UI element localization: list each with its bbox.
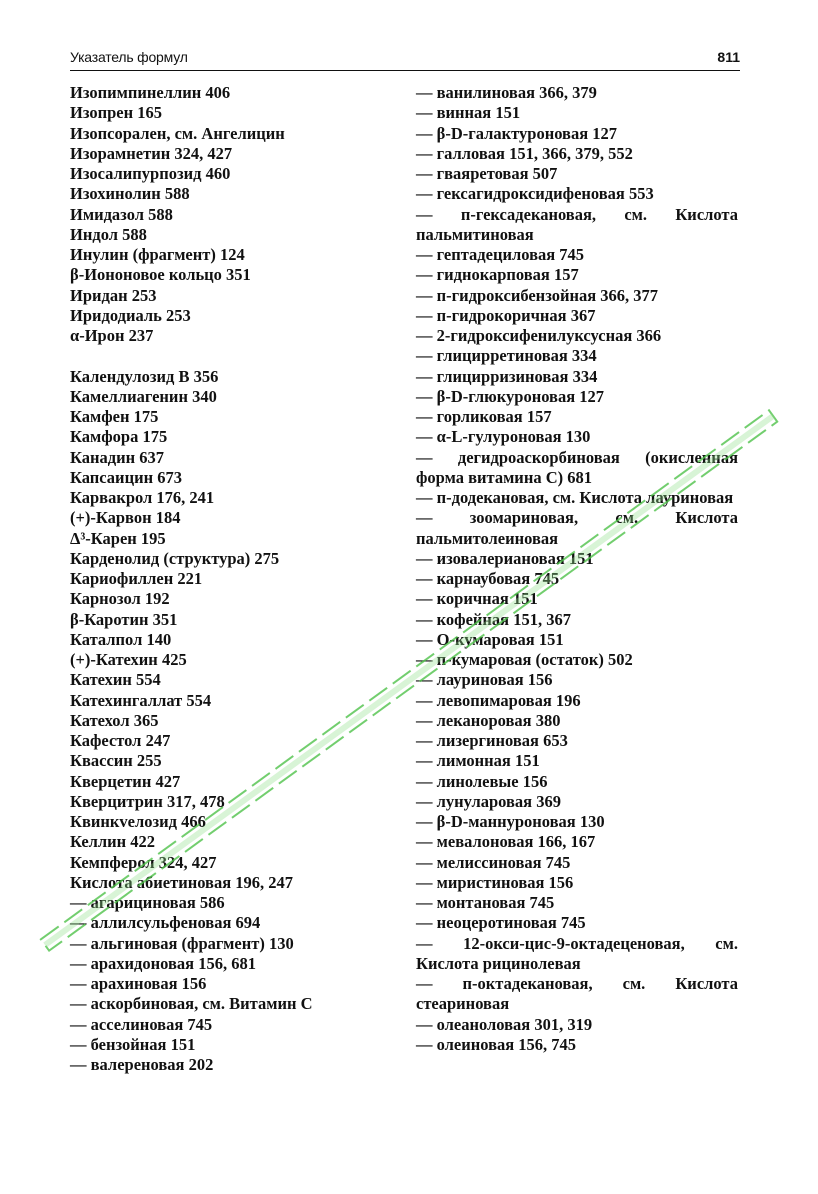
index-entry: — мелиссиновая 745: [416, 852, 571, 872]
index-entry: Карнозол 192: [70, 589, 170, 609]
index-entry: Кафестол 247: [70, 731, 171, 750]
index-entry: — олеиновая 156, 745: [416, 1034, 577, 1054]
index-entry: Камфен 175: [70, 407, 159, 426]
index-entry: — лунуларовая 369: [416, 791, 561, 811]
index-entry: — арахидоновая 156, 681: [70, 953, 256, 973]
index-entry: — глицирризиновая 334: [416, 366, 598, 386]
index-entry: Изопрен 165: [70, 103, 163, 123]
index-entry: — глицирретиновая 334: [416, 346, 597, 366]
index-entry: Каталпол 140: [70, 629, 172, 649]
index-entry: — 2-гидроксифенилуксусная 366: [416, 326, 662, 345]
index-entry: — мевалоновая 166, 167: [416, 832, 596, 852]
index-entry: — леканоровая 380: [416, 710, 561, 730]
index-entry: Изохинолин 588: [70, 184, 190, 204]
index-entry: Индол 588: [70, 224, 147, 244]
index-entry: Квинкvелозид 466: [70, 812, 206, 831]
index-entry: — лауриновая 156: [416, 670, 553, 690]
index-entry: Катехингаллат 554: [70, 690, 212, 710]
index-entry: — лизергиновая 653: [416, 731, 568, 750]
index-entry: Имидазол 588: [70, 204, 173, 224]
index-entry: — гептадециловая 745: [416, 245, 585, 264]
index-entry: — гексагидроксидифеновая 553: [416, 184, 654, 204]
index-entry: — α-L-гулуроновая 130: [416, 427, 591, 447]
index-entry: — β-D-галактуроновая 127: [416, 123, 617, 143]
index-entry: Камфора 175: [70, 427, 168, 447]
index-entry: — п-гидрокоричная 367: [416, 305, 596, 325]
index-entry: Кариофиллен 221: [70, 569, 203, 588]
index-entry: Карденолид (структура) 275: [70, 548, 280, 568]
index-entry: — зоомариновая, см. Кислота пальмитолеиновая: [416, 508, 738, 548]
index-entry: — левопимаровая 196: [416, 690, 581, 710]
index-entry: — линолевые 156: [416, 771, 548, 791]
index-entry: Δ³-Карен 195: [70, 528, 166, 548]
index-entry: Кислота абиетиновая 196, 247: [70, 872, 294, 892]
index-entry: α-Ирон 237: [70, 326, 154, 345]
index-entry: — аскорбиновая, см. Витамин С: [70, 994, 313, 1014]
index-entry: — гваяретовая 507: [416, 164, 558, 183]
index-entry: Катехин 554: [70, 670, 161, 690]
index-entry: — О-кумаровая 151: [416, 629, 564, 649]
index-entry: Канадин 637: [70, 447, 164, 467]
index-entry: (+)-Карвон 184: [70, 508, 181, 528]
index-entry: — галловая 151, 366, 379, 552: [416, 143, 633, 163]
index-entry: — кофейная 151, 367: [416, 609, 571, 629]
index-entry: Камеллиагенин 340: [70, 386, 217, 406]
index-entry: — β-D-маннуроновая 130: [416, 812, 605, 831]
index-entry: — агарициновая 586: [70, 893, 225, 912]
index-entry: Изопсорален, см. Ангелицин: [70, 123, 285, 143]
index-entry: — валереновая 202: [70, 1055, 214, 1074]
index-column-right: [416, 83, 738, 1055]
index-entry: — олеаноловая 301, 319: [416, 1014, 593, 1034]
index-entry: Катехол 365: [70, 710, 159, 730]
index-entry: — горликовая 157: [416, 407, 552, 426]
index-entry: Иридодиаль 253: [70, 305, 191, 325]
index-entry: — винная 151: [416, 103, 521, 123]
section-gap: [70, 346, 400, 366]
index-entry: — альгиновая (фрагмент) 130: [70, 933, 294, 953]
index-entry: Капсаицин 673: [70, 467, 182, 487]
index-entry: — лимонная 151: [416, 751, 540, 771]
index-entry: — β-D-глюкуроновая 127: [416, 386, 605, 406]
index-entry: — монтановая 745: [416, 893, 555, 912]
index-entry: Квассин 255: [70, 751, 162, 771]
index-entry: β-Иононовое кольцо 351: [70, 265, 251, 285]
index-entry: β-Каротин 351: [70, 609, 178, 629]
header-title: Указатель формул: [70, 49, 188, 65]
index-entry: — изовалериановая 151: [416, 548, 594, 568]
index-entry: Кемпферол 324, 427: [70, 852, 217, 872]
index-entry: Иридан 253: [70, 285, 157, 305]
index-entry: — ванилиновая 366, 379: [416, 83, 597, 102]
index-entry: — карнаубовая 745: [416, 569, 560, 588]
index-entry: — п-гидроксибензойная 366, 377: [416, 285, 659, 305]
index-entry: — бензойная 151: [70, 1034, 196, 1054]
index-entry: Календулозид В 356: [70, 366, 219, 386]
index-entry: — аллилсульфеновая 694: [70, 913, 261, 933]
index-entry: Карвакрол 176, 241: [70, 488, 215, 507]
index-entry: Келлин 422: [70, 832, 156, 852]
index-entry: — 12-окси-цис-9-октадеценовая, см. Кислота рицинолевая: [416, 933, 738, 973]
index-column-left: [70, 83, 400, 1075]
page-number: 811: [717, 49, 740, 65]
index-entry: — арахиновая 156: [70, 974, 207, 993]
index-entry: — асселиновая 745: [70, 1014, 213, 1034]
index-entry: — коричная 151: [416, 589, 538, 609]
index-entry: Изопимпинеллин 406: [70, 83, 231, 102]
index-entry: — неоцеротиновая 745: [416, 913, 586, 933]
index-entry: Кверцетин 427: [70, 771, 181, 791]
index-entry: Кверцитрин 317, 478: [70, 791, 225, 811]
index-entry: — п-гексадекановая, см. Кислота пальмитиновая: [416, 204, 738, 244]
index-entry: Инулин (фрагмент) 124: [70, 245, 245, 264]
index-entry: Изосалипурпозид 460: [70, 164, 231, 183]
index-entry: (+)-Катехин 425: [70, 650, 187, 669]
index-entry: — п-кумаровая (остаток) 502: [416, 650, 633, 669]
index-entry: — гиднокарповая 157: [416, 265, 579, 285]
running-header: [70, 46, 740, 71]
index-entry: — дегидроаскорбиновая (окисленная форма витамина С) 681: [416, 447, 738, 487]
index-entry: — п-октадекановая, см. Кислота стеариновая: [416, 974, 738, 1014]
index-entry: — п-додекановая, см. Кислота лауриновая: [416, 488, 734, 507]
index-entry: — миристиновая 156: [416, 872, 574, 892]
index-entry: Изорамнетин 324, 427: [70, 143, 233, 163]
